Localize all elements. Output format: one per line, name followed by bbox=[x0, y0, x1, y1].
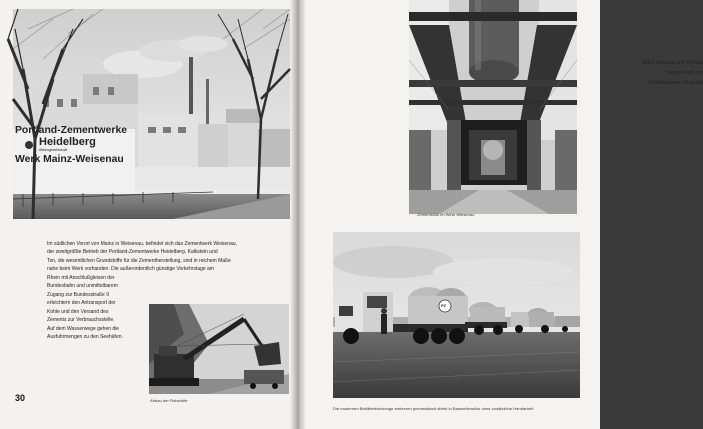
trucks-photo bbox=[333, 232, 580, 398]
page-number: 30 bbox=[15, 393, 26, 403]
excavator-photo bbox=[149, 304, 289, 394]
body-line: Ton, die wesentlichen Grundstoffe für die Zementherstellung, sind in reichem Maße bbox=[47, 257, 231, 264]
body-line: Ausfuhrmengen zu den Seehäfen. bbox=[47, 333, 123, 340]
body-line: Kohle und den Versand des bbox=[47, 308, 109, 315]
body-line: Zements zur Verbrauchsstelle. bbox=[47, 317, 115, 324]
body-line: der zweitgrößte Betrieb der Portland-Zementwerke Heidelberg. Kalkstein und bbox=[47, 249, 218, 256]
sign-logo-icon bbox=[25, 141, 33, 149]
quote-line: Schönheit einer Stadt bei bbox=[647, 80, 703, 86]
sign-line-3: Aktiengesellschaft bbox=[39, 148, 68, 152]
body-line: erleichtern den Antransport der bbox=[47, 300, 116, 307]
body-line: Rhein mit Anschlußgleisen der bbox=[47, 274, 115, 281]
right-page bbox=[297, 0, 703, 429]
factory-sign bbox=[15, 125, 135, 166]
excavator-caption: Abbau der Rohstoffe bbox=[150, 398, 188, 403]
pull-quote bbox=[613, 58, 703, 88]
quote-line: Auch Industrie und Technik bbox=[643, 60, 703, 66]
factory-photo bbox=[13, 9, 290, 219]
silo-caption: Zementsilos im Werk Weisenau bbox=[417, 212, 475, 217]
quote-line: tragen heute zur bbox=[666, 70, 703, 76]
sign-line-4: Werk Mainz-Weisenau bbox=[15, 154, 124, 165]
left-page bbox=[0, 0, 297, 429]
sign-line-2: Heidelberg bbox=[39, 136, 96, 148]
body-line: Auf dem Wasserwege gehen die bbox=[47, 325, 120, 332]
body-line: Im südlichen Vorort von Mainz in Weisenau, befindet sich das Zementwerk Weisenau, bbox=[47, 241, 237, 247]
body-line: Bundesbahn und unmittelbarem bbox=[47, 283, 118, 290]
body-line: Zugang zur Bundesstraße 9 bbox=[47, 291, 109, 298]
sign-line-1: Portland-Zementwerke bbox=[15, 125, 128, 136]
trucks-caption: Die modernen Behälterfahrzeuge entleeren pneumatisch direkt in Baustellensilos ohne zusätzliche Handarbeit bbox=[333, 406, 534, 411]
truck-logo: PZ bbox=[441, 303, 447, 308]
silo-photo bbox=[409, 0, 577, 214]
body-line: nahe beim Werk vorhanden. Die außerordentlich günstige Verkehrslage am bbox=[47, 266, 214, 273]
